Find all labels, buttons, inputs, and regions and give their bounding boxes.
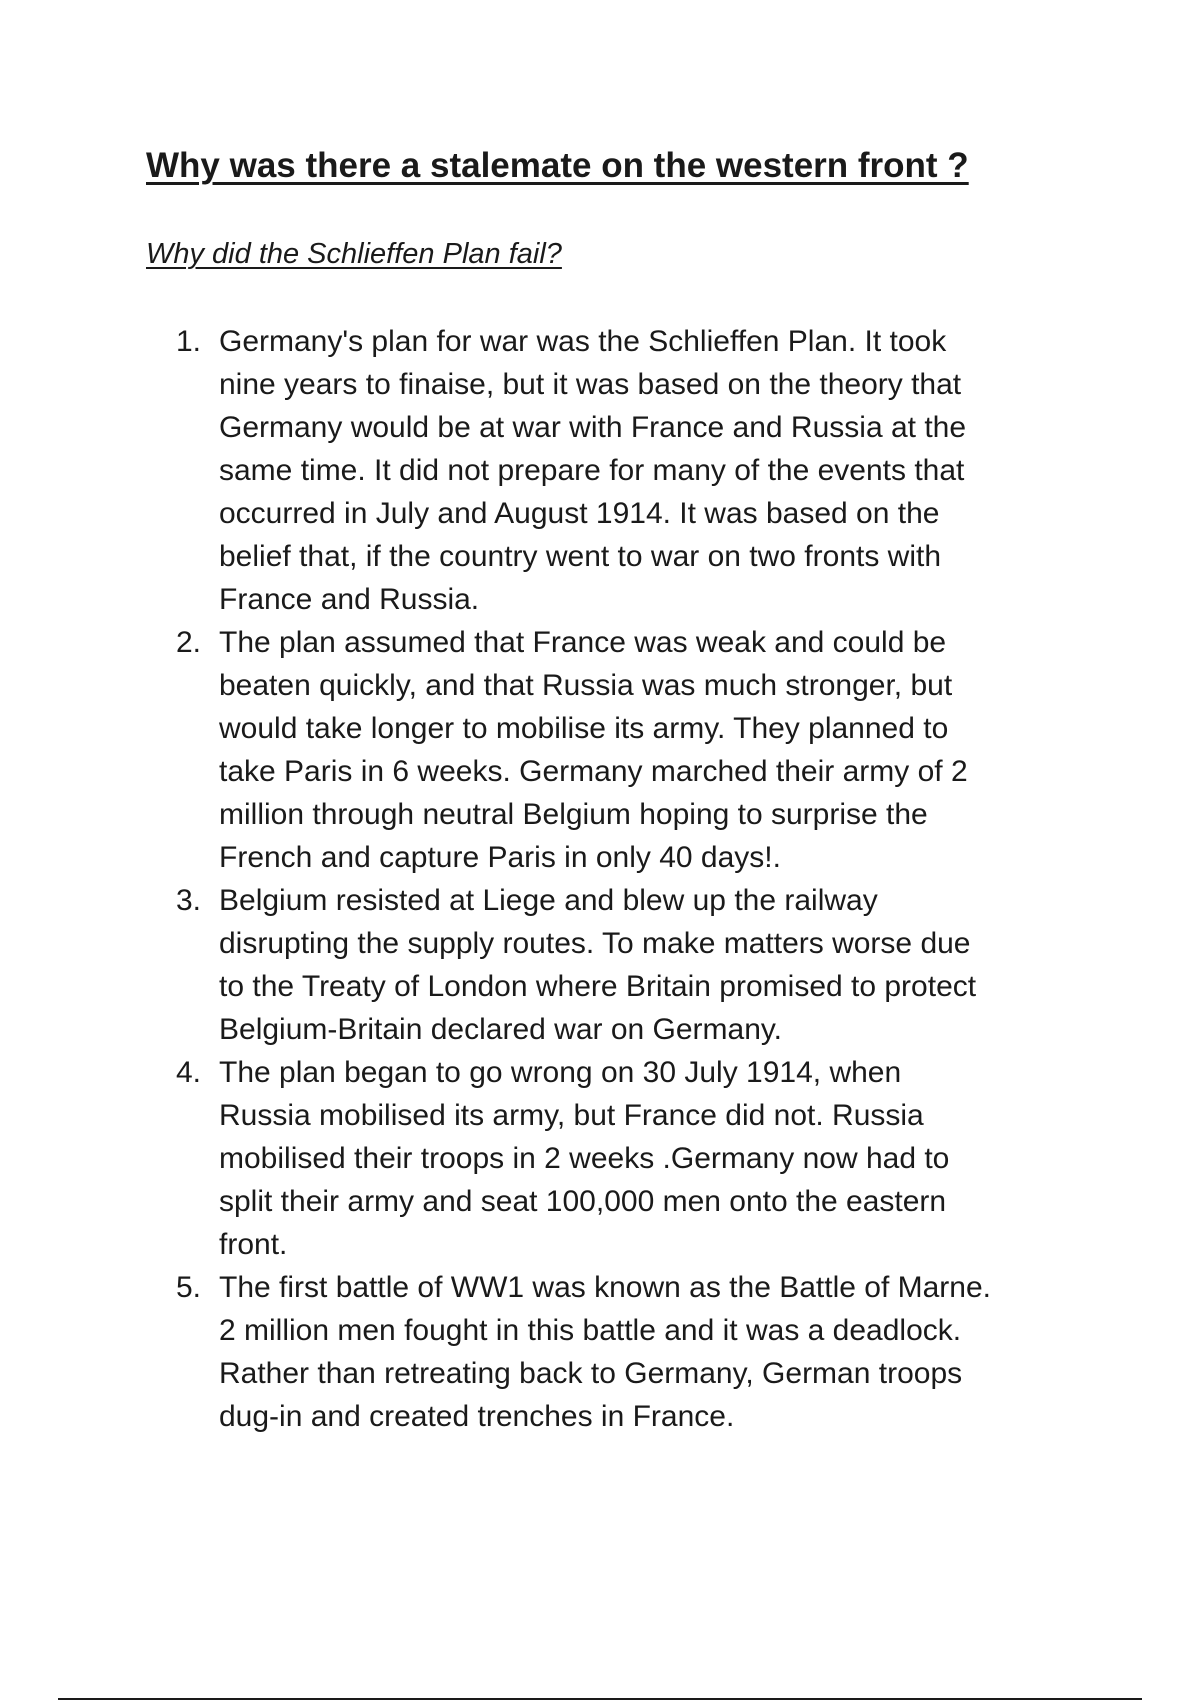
list-item-text-line: The first battle of WW1 was known as the Battle of Marne. — [219, 1271, 991, 1304]
list-item-text-line: same time. It did not prepare for many of the events that — [219, 454, 965, 487]
list-item-text-line: nine years to finaise, but it was based on the theory that — [219, 368, 962, 401]
numbered-list — [176, 320, 1056, 1438]
list-item-number: 3. — [176, 884, 202, 917]
page-title: Why was there a stalemate on the western front ? — [146, 146, 969, 185]
list-item-text-line: 2 million men fought in this battle and it was a deadlock. — [219, 1314, 962, 1347]
list-item-text-line: occurred in July and August 1914. It was based on the — [219, 497, 940, 530]
list-item-text-line: to the Treaty of London where Britain promised to protect — [219, 970, 977, 1003]
list-item-text-line: The plan assumed that France was weak and could be — [219, 626, 947, 659]
list-item-text-line: split their army and seat 100,000 men onto the eastern — [219, 1185, 947, 1218]
list-item-text-line: The plan began to go wrong on 30 July 1914, when — [219, 1056, 902, 1089]
list-item — [176, 320, 1056, 621]
list-item-text-line: Belgium resisted at Liege and blew up the railway — [219, 884, 878, 917]
list-item-text-line: front. — [219, 1228, 288, 1261]
list-item-text-line: take Paris in 6 weeks. Germany marched their army of 2 — [219, 755, 968, 788]
list-item-text-line: French and capture Paris in only 40 days!. — [219, 841, 781, 874]
list-item-text-line: Germany would be at war with France and Russia at the — [219, 411, 967, 444]
list-item-number: 1. — [176, 325, 202, 358]
list-item — [176, 879, 1056, 1051]
list-item-text-line: Belgium-Britain declared war on Germany. — [219, 1013, 783, 1046]
list-item-text-line: beaten quickly, and that Russia was much stronger, but — [219, 669, 953, 702]
list-item-number: 5. — [176, 1271, 202, 1304]
list-item-text-line: Rather than retreating back to Germany, German troops — [219, 1357, 963, 1390]
list-item — [176, 1266, 1056, 1438]
list-item-text-line: Germany's plan for war was the Schlieffen Plan. It took — [219, 325, 947, 358]
list-item — [176, 621, 1056, 879]
list-item-number: 4. — [176, 1056, 202, 1089]
list-item-number: 2. — [176, 626, 202, 659]
list-item-text-line: disrupting the supply routes. To make matters worse due — [219, 927, 971, 960]
list-item-text-line: France and Russia. — [219, 583, 480, 616]
list-item-text-line: mobilised their troops in 2 weeks .Germany now had to — [219, 1142, 950, 1175]
list-item-text-line: million through neutral Belgium hoping to surprise the — [219, 798, 928, 831]
list-item-text-line: dug-in and created trenches in France. — [219, 1400, 735, 1433]
list-item-text-line: would take longer to mobilise its army. They planned to — [219, 712, 949, 745]
list-item — [176, 1051, 1056, 1266]
section-subtitle: Why did the Schlieffen Plan fail? — [146, 238, 562, 270]
list-item-text-line: belief that, if the country went to war on two fronts with — [219, 540, 942, 573]
list-item-text-line: Russia mobilised its army, but France did not. Russia — [219, 1099, 924, 1132]
